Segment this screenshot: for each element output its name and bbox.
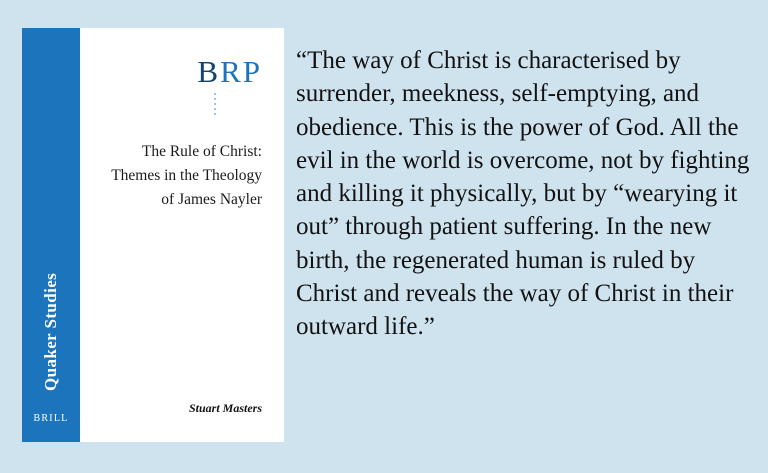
spine-publisher-name: BRILL — [33, 413, 69, 424]
book-spine — [22, 28, 80, 442]
brp-logo-initial-b: B — [197, 54, 221, 89]
book-front-face — [80, 28, 284, 442]
pull-quote: “The way of Christ is characterised by surrender, meekness, self-emptying, and obedience. This is the power of God. All the evil in the world is overcome, not by fighting and killing it physically, but by “wearying it out” through patient suffering. In the new birth, the regenerated human is ruled by Christ and reveals the way of Christ in their outward life.” — [296, 47, 750, 340]
spine-series-title: Quaker Studies — [41, 272, 60, 391]
book-author: Stuart Masters — [188, 401, 262, 415]
book-cover — [22, 28, 284, 442]
book-title: The Rule of Christ: Themes in the Theology of James Nayler — [111, 143, 262, 209]
brp-logo — [197, 54, 262, 115]
brp-logo-text — [197, 54, 262, 90]
brp-logo-initials-rp: RP — [220, 54, 262, 89]
brp-logo-dots-icon — [197, 93, 232, 115]
